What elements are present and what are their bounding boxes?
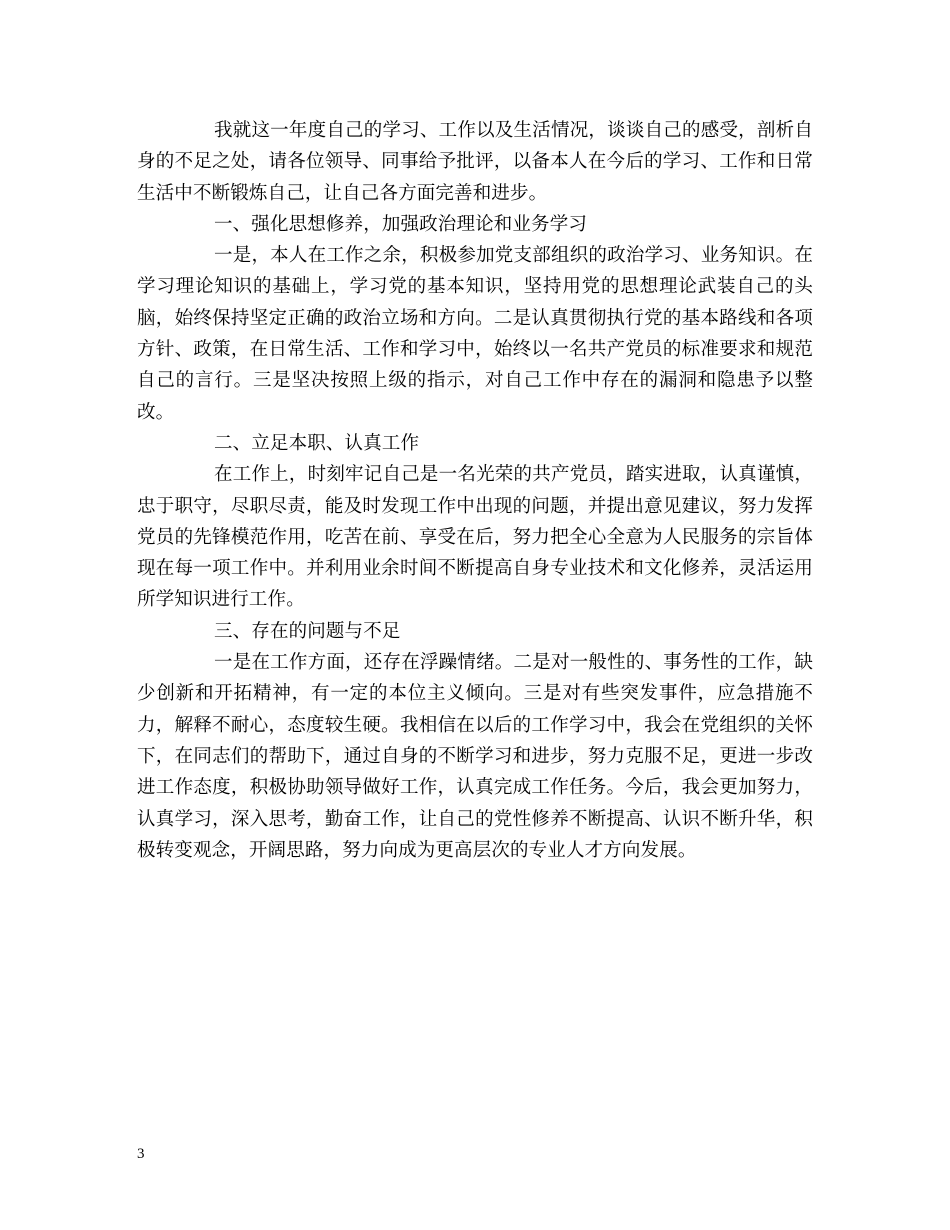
page-number: 3: [137, 1146, 145, 1162]
section-heading-3: 三、存在的问题与不足: [214, 620, 401, 642]
section-3-paragraph: 一是在工作方面，还存在浮躁情绪。二是对一般性的、事务性的工作，缺少创新和开拓精神，有一定的本位主义倾向。三是对有些突发事件，应急措施不力，解释不耐心，态度较生硬。我相信在以后的工作学习中，我会在党组织的关怀下，在同志们的帮助下，通过自身的不断学习和进步，努力克服不足，更进一步改进工作态度，积极协助领导做好工作，认真完成工作任务。今后，我会更加努力，认真学习，深入思考，勤奋工作，让自己的党性修养不断提高、认识不断升华，积极转变观念，开阔思路，努力向成为更高层次的专业人才方向发展。: [137, 652, 813, 861]
section-2-paragraph: 在工作上，时刻牢记自己是一名光荣的共产党员，踏实进取，认真谨慎，忠于职守，尽职尽责，能及时发现工作中出现的问题，并提出意见建议，努力发挥党员的先锋模范作用，吃苦在前、享受在后，努力把全心全意为人民服务的宗旨体现在每一项工作中。并利用业余时间不断提高自身专业技术和文化修养，灵活运用所学知识进行工作。: [137, 464, 813, 611]
document-body: [137, 115, 813, 866]
intro-paragraph: 我就这一年度自己的学习、工作以及生活情况，谈谈自己的感受，剖析自身的不足之处，请各位领导、同事给予批评，以备本人在今后的学习、工作和日常生活中不断锻炼自己，让自己各方面完善和进步。: [137, 120, 813, 204]
section-heading-1: 一、强化思想修养，加强政治理论和业务学习: [214, 213, 588, 235]
section-heading-2: 二、立足本职、认真工作: [214, 432, 420, 454]
section-1-paragraph: 一是，本人在工作之余，积极参加党支部组织的政治学习、业务知识。在学习理论知识的基础上，学习党的基本知识，坚持用党的思想理论武装自己的头脑，始终保持坚定正确的政治立场和方向。二是认真贯彻执行党的基本路线和各项方针、政策，在日常生活、工作和学习中，始终以一名共产党员的标准要求和规范自己的言行。三是坚决按照上级的指示，对自己工作中存在的漏洞和隐患予以整改。: [137, 245, 813, 423]
